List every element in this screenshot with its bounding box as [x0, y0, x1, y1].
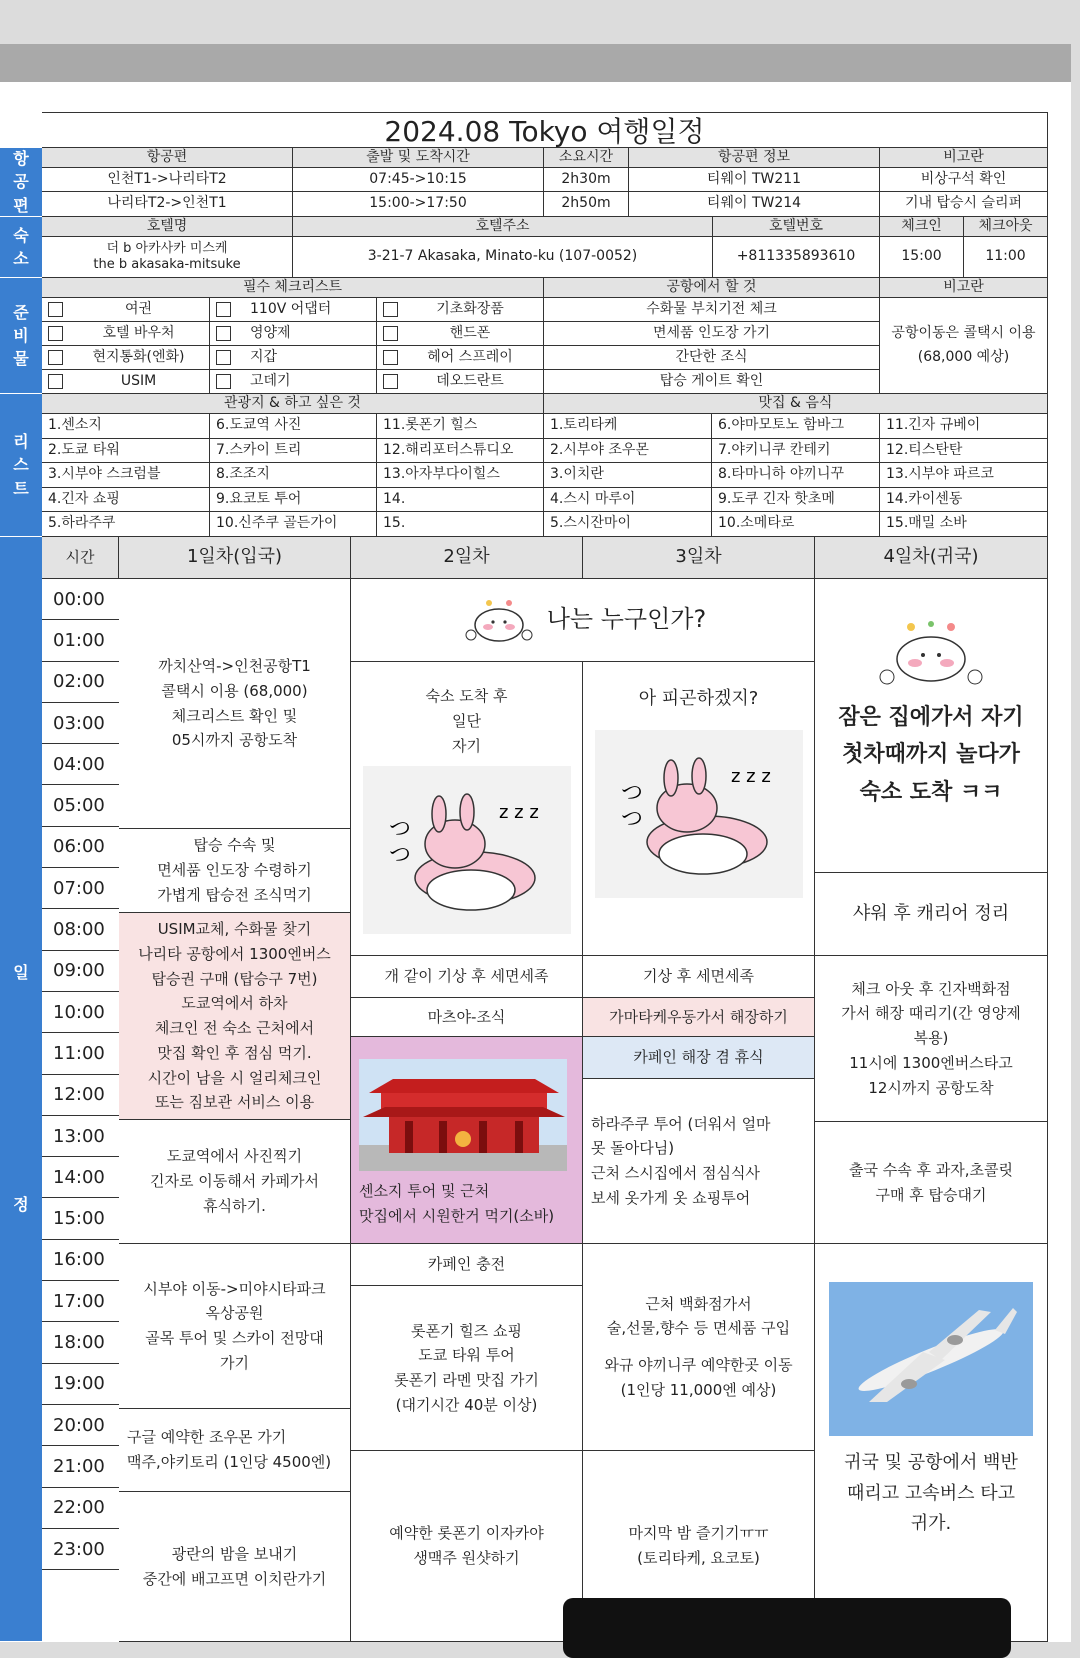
banner-who-am-i: [351, 579, 815, 662]
day1-block-dinner: 구글 예약한 조우몬 가기 맥주,야키토리 (1인당 4500엔): [119, 1409, 351, 1492]
sight-item: 1.센소지: [42, 414, 210, 439]
day1-block-boarding: 탑승 수속 및 면세품 인도장 수령하기 가볍게 탑승전 조식먹기: [119, 829, 351, 913]
schedule-header-time: 시간: [42, 537, 119, 579]
day1-block-night: 광란의 밤을 보내기 중간에 배고프면 이치란가기: [119, 1492, 351, 1642]
flight-time: 15:00->17:50: [293, 192, 544, 217]
day2-block-izakaya: 예약한 롯폰기 이자카야 생맥주 원샷하기: [351, 1451, 583, 1642]
prep-row: [42, 346, 210, 370]
bottom-overlay-bar: [563, 1598, 1011, 1658]
food-item: 4.스시 마루이: [544, 488, 712, 513]
hotel-header-checkin: 체크인: [880, 217, 964, 237]
food-item: 2.시부야 조우몬: [544, 439, 712, 464]
sight-item: 8.조조지: [210, 463, 377, 488]
sleeping-bunny-icon: [363, 766, 571, 934]
time-slot: 22:00: [42, 1488, 119, 1529]
svg-text:z z z: z z z: [730, 765, 771, 787]
day3-block-cafe: 카페인 해장 겸 휴식: [583, 1037, 815, 1079]
day4-block-departure: 출국 수속 후 과자,초콜릿 구매 후 탑승대기: [815, 1122, 1048, 1244]
time-slot: 14:00: [42, 1157, 119, 1198]
airport-task: 간단한 조식: [544, 346, 880, 370]
prep-item: 호텔 바우처: [102, 324, 175, 341]
section-label-list: 리 스 트: [0, 394, 42, 537]
food-item: 9.도쿠 긴자 핫초메: [712, 488, 880, 513]
hotel-address: 3-21-7 Akasaka, Minato-ku (107-0052): [293, 237, 713, 278]
checkbox[interactable]: [383, 326, 398, 341]
checkbox[interactable]: [48, 326, 63, 341]
sight-item: 5.하라주쿠: [42, 512, 210, 537]
bunny-sticker-icon: [871, 619, 991, 689]
flight-header-flight: 항공편: [42, 148, 293, 168]
bunny-sticker-icon: [459, 595, 539, 645]
flight-info: 티웨이 TW211: [629, 168, 880, 192]
day3-block-harajuku: 하라주쿠 투어 (더워서 얼마 못 돌아다님) 근처 스시집에서 점심식사 보세 옷가게 옷 쇼핑투어: [583, 1079, 815, 1244]
hotel-header-name: 호텔명: [42, 217, 293, 237]
prep-row: [210, 298, 377, 322]
sight-item: 3.시부야 스크럼블: [42, 463, 210, 488]
checkbox[interactable]: [216, 302, 231, 317]
time-slot: 04:00: [42, 744, 119, 785]
prep-header-airport: 공항에서 할 것: [544, 278, 880, 298]
schedule-header-day1: 1일차(입국): [119, 537, 351, 579]
prep-row: [42, 370, 210, 394]
sleeping-bunny-icon: [595, 730, 803, 898]
banner-text: 나는 누구인가?: [546, 605, 707, 634]
flight-duration: 2h50m: [544, 192, 629, 217]
flight-route: 나리타T2->인천T1: [42, 192, 293, 217]
food-item: 12.티스탄탄: [880, 439, 1048, 464]
sight-item: 4.긴자 쇼핑: [42, 488, 210, 513]
time-slot: 00:00: [42, 579, 119, 620]
section-label-schedule: 일 정: [0, 537, 42, 1642]
prep-item: 110V 어댑터: [250, 300, 332, 317]
prep-row: [377, 322, 544, 346]
day1-block-airport: 까치산역->인천공항T1 콜택시 이용 (68,000) 체크리스트 확인 및 05시까지 공항도착: [119, 579, 351, 829]
time-slot: 18:00: [42, 1322, 119, 1363]
prep-item: 여권: [124, 300, 153, 317]
time-slot: 12:00: [42, 1075, 119, 1116]
prep-item: USIM: [120, 372, 157, 389]
food-item: 13.시부야 파르코: [880, 463, 1048, 488]
day3-block-wake: 기상 후 세면세족: [583, 956, 815, 998]
time-slot: 11:00: [42, 1033, 119, 1074]
prep-header-checklist: 필수 체크리스트: [42, 278, 544, 298]
day3-block-tired: 아 피곤하겠지? z z z つ つ: [583, 662, 815, 956]
food-item: 8.타마니하 야끼니꾸: [712, 463, 880, 488]
section-label-prep: 준 비 물: [0, 278, 42, 394]
top-bar: [0, 44, 1071, 82]
hotel-name-ko: 더 b 아카사카 미스케: [106, 240, 228, 256]
hotel-checkout: 11:00: [964, 237, 1048, 278]
day1-block-arrival: USIM교체, 수화물 찾기 나리타 공항에서 1300엔버스 탑승권 구매 (탑승구 7번) 도쿄역에서 하차 체크인 전 숙소 근처에서 맛집 확인 후 점심 먹기. 시간이 남을 시 얼리체크인 또는 짐보관 서비스 이용: [119, 913, 351, 1120]
day2-block-sleep: 숙소 도착 후 일단 자기 z z z つ つ: [351, 662, 583, 956]
sight-item: 9.요코토 투어: [210, 488, 377, 513]
hotel-header-address: 호텔주소: [293, 217, 713, 237]
prep-note: 공항이동은 콜택시 이용 (68,000 예상): [880, 298, 1048, 394]
time-slot: 07:00: [42, 868, 119, 909]
day2-block-cafe: 카페인 충전: [351, 1244, 583, 1286]
day4-block-home: 귀국 및 공항에서 백반 때리고 고속버스 타고 귀가.: [815, 1244, 1048, 1642]
day3-block-lastnight: 마지막 밤 즐기기ㅠㅠ (토리타케, 요코토): [583, 1451, 815, 1642]
svg-text:z z z: z z z: [498, 802, 539, 824]
hotel-name: [42, 237, 293, 278]
food-item: 5.스시잔마이: [544, 512, 712, 537]
prep-row: [42, 322, 210, 346]
checkbox[interactable]: [383, 374, 398, 389]
flight-header-note: 비고란: [880, 148, 1048, 168]
airport-task: 수화물 부치기전 체크: [544, 298, 880, 322]
time-slot: 21:00: [42, 1446, 119, 1487]
flight-info: 티웨이 TW214: [629, 192, 880, 217]
food-item: 11.긴자 규베이: [880, 414, 1048, 439]
time-slot: 06:00: [42, 827, 119, 868]
prep-item: 고데기: [250, 372, 291, 389]
sight-item: 2.도쿄 타워: [42, 439, 210, 464]
prep-row: [210, 370, 377, 394]
sight-item: 15.: [377, 512, 544, 537]
day4-block-party: 잠은 집에가서 자기 첫차때까지 놀다가 숙소 도착 ㅋㅋ: [815, 579, 1048, 873]
checkbox[interactable]: [216, 326, 231, 341]
time-slot: 15:00: [42, 1199, 119, 1240]
itinerary-sheet: [0, 82, 1071, 1642]
time-slot: 08:00: [42, 909, 119, 950]
day4-block-shower: 샤워 후 캐리어 정리: [815, 873, 1048, 956]
time-slot: 09:00: [42, 951, 119, 992]
checkbox[interactable]: [216, 374, 231, 389]
checkbox[interactable]: [383, 350, 398, 365]
section-label-stay: 숙 소: [0, 217, 42, 278]
checkbox[interactable]: [383, 302, 398, 317]
day2-block-wake: 개 같이 기상 후 세면세족: [351, 956, 583, 998]
sight-item: 7.스카이 트리: [210, 439, 377, 464]
section-label-flight: 항 공 편: [0, 148, 42, 217]
schedule-header-day3: 3일차: [583, 537, 815, 579]
time-slot: 23:00: [42, 1529, 119, 1570]
time-slot: 10:00: [42, 992, 119, 1033]
flight-time: 07:45->10:15: [293, 168, 544, 192]
prep-item: 현지통화(엔화): [92, 348, 185, 365]
prep-row: [210, 346, 377, 370]
schedule-header-day4: 4일차(귀국): [815, 537, 1048, 579]
checkbox[interactable]: [48, 350, 63, 365]
prep-item: 영양제: [250, 324, 291, 341]
flight-note: 비상구석 확인: [880, 168, 1048, 192]
prep-row: [377, 370, 544, 394]
time-slot: 01:00: [42, 620, 119, 661]
day2-block-sensoji: 센소지 투어 및 근처 맛집에서 시원한거 먹기(소바): [351, 1037, 583, 1244]
hotel-header-checkout: 체크아웃: [964, 217, 1048, 237]
sight-item: 14.: [377, 488, 544, 513]
hotel-name-en: the b akasaka-mitsuke: [93, 257, 241, 272]
list-header-sights: 관광지 & 하고 싶은 것: [42, 394, 544, 414]
time-slot: 19:00: [42, 1364, 119, 1405]
day3-block-shopping: 근처 백화점가서 술,선물,향수 등 면세품 구입 와규 야끼니쿠 예약한곳 이동 (1인당 11,000엔 예상): [583, 1244, 815, 1451]
prep-item: 핸드폰: [449, 324, 491, 341]
day4-block-checkout: 체크 아웃 후 긴자백화점 가서 해장 때리기(간 영양제 복용) 11시에 1300엔버스타고 12시까지 공항도착: [815, 956, 1048, 1122]
flight-note: 기내 탑승시 슬리퍼: [880, 192, 1048, 217]
day1-block-tokyo-station: 도쿄역에서 사진찍기 긴자로 이동해서 카페가서 휴식하기.: [119, 1120, 351, 1244]
sensoji-temple-icon: [359, 1059, 567, 1171]
day2-block-roppongi: 롯폰기 힐즈 쇼핑 도쿄 타워 투어 롯폰기 라멘 맛집 가기 (대기시간 40분 이상): [351, 1286, 583, 1451]
food-item: 15.매밀 소바: [880, 512, 1048, 537]
day1-block-shibuya: 시부야 이동->미야시타파크 옥상공원 골목 투어 및 스카이 전망대 가기: [119, 1244, 351, 1409]
prep-item: 데오드란트: [436, 372, 504, 389]
time-slot: 20:00: [42, 1405, 119, 1446]
flight-duration: 2h30m: [544, 168, 629, 192]
time-slot: 02:00: [42, 662, 119, 703]
day2-block-breakfast: 마츠야-조식: [351, 998, 583, 1037]
hotel-header-phone: 호텔번호: [713, 217, 880, 237]
svg-text:つ: つ: [388, 843, 411, 869]
hotel-checkin: 15:00: [880, 237, 964, 278]
time-slot: 05:00: [42, 786, 119, 827]
food-item: 3.이치란: [544, 463, 712, 488]
sight-item: 10.신주쿠 골든가이: [210, 512, 377, 537]
flight-header-info: 항공편 정보: [629, 148, 880, 168]
food-item: 7.야키니쿠 칸테키: [712, 439, 880, 464]
prep-item: 헤어 스프레이: [427, 348, 513, 365]
food-item: 10.소메타로: [712, 512, 880, 537]
checkbox[interactable]: [216, 350, 231, 365]
list-header-food: 맛집 & 음식: [544, 394, 1048, 414]
prep-item: 지갑: [250, 348, 278, 365]
time-slot: 13:00: [42, 1116, 119, 1157]
sight-item: 12.해리포터스튜디오: [377, 439, 544, 464]
airport-task: 탑승 게이트 확인: [544, 370, 880, 394]
prep-row: [377, 298, 544, 322]
prep-row: [210, 322, 377, 346]
sight-item: 11.롯폰기 힐스: [377, 414, 544, 439]
checkbox[interactable]: [48, 374, 63, 389]
hotel-phone: +811335893610: [713, 237, 880, 278]
airport-task: 면세품 인도장 가기: [544, 322, 880, 346]
food-item: 1.토리타케: [544, 414, 712, 439]
day3-block-udon: 가마타케우동가서 해장하기: [583, 998, 815, 1037]
food-item: 6.야마모토노 함바그: [712, 414, 880, 439]
sight-item: 6.도쿄역 사진: [210, 414, 377, 439]
airplane-icon: [829, 1282, 1033, 1436]
svg-text:つ: つ: [620, 780, 643, 806]
svg-text:つ: つ: [620, 806, 643, 832]
page-title: 2024.08 Tokyo 여행일정: [42, 112, 1048, 148]
prep-header-note: 비고란: [880, 278, 1048, 298]
time-slot: 16:00: [42, 1240, 119, 1281]
prep-row: [42, 298, 210, 322]
schedule-header-day2: 2일차: [351, 537, 583, 579]
sight-item: 13.아자부다이힐스: [377, 463, 544, 488]
flight-header-time: 출발 및 도착시간: [293, 148, 544, 168]
flight-header-duration: 소요시간: [544, 148, 629, 168]
time-slot: 03:00: [42, 703, 119, 744]
prep-item: 기초화장품: [436, 300, 504, 317]
svg-text:つ: つ: [388, 817, 411, 843]
flight-route: 인천T1->나리타T2: [42, 168, 293, 192]
time-slot: 17:00: [42, 1281, 119, 1322]
food-item: 14.카이센동: [880, 488, 1048, 513]
checkbox[interactable]: [48, 302, 63, 317]
prep-row: [377, 346, 544, 370]
